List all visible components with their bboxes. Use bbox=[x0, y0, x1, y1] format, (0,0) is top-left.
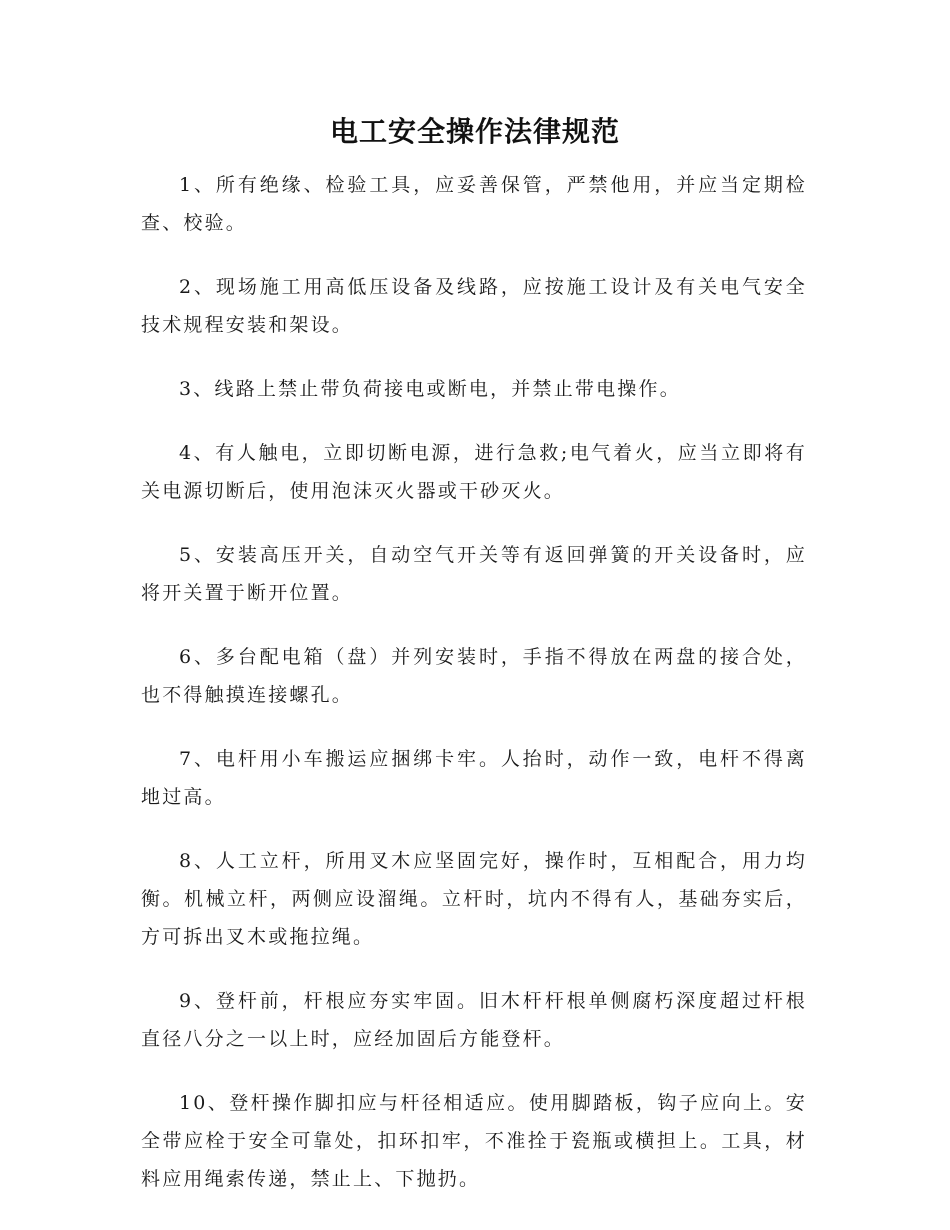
paragraph-9: 9、登杆前，杆根应夯实牢固。旧木杆杆根单侧腐朽深度超过杆根直径八分之一以上时，应经加固后方能登杆。 bbox=[141, 990, 807, 1050]
paragraph-4: 4、有人触电，立即切断电源，进行急救;电气着火，应当立即将有关电源切断后，使用泡沫灭火器或干砂灭火。 bbox=[141, 442, 807, 502]
document-title: 电工安全操作法律规范 bbox=[329, 115, 620, 148]
paragraph-1: 1、所有绝缘、检验工具，应妥善保管，严禁他用，并应当定期检查、校验。 bbox=[141, 174, 807, 234]
paragraph-7: 7、电杆用小车搬运应捆绑卡牢。人抬时，动作一致，电杆不得离地过高。 bbox=[141, 748, 807, 808]
paragraph-2: 2、现场施工用高低压设备及线路，应按施工设计及有关电气安全技术规程安装和架设。 bbox=[141, 276, 807, 336]
document-body bbox=[141, 166, 807, 1224]
paragraph-3: 3、线路上禁止带负荷接电或断电，并禁止带电操作。 bbox=[179, 378, 681, 400]
paragraph-8: 8、人工立杆，所用叉木应坚固完好，操作时，互相配合，用力均衡。机械立杆，两侧应设溜绳。立杆时，坑内不得有人，基础夯实后，方可拆出叉木或拖拉绳。 bbox=[141, 850, 807, 948]
paragraph-5: 5、安装高压开关，自动空气开关等有返回弹簧的开关设备时，应将开关置于断开位置。 bbox=[141, 544, 807, 604]
paragraph-10: 10、登杆操作脚扣应与杆径相适应。使用脚踏板，钩子应向上。安全带应栓于安全可靠处，扣环扣牢，不准拴于瓷瓶或横担上。工具，材料应用绳索传递，禁止上、下抛扔。 bbox=[141, 1092, 807, 1190]
paragraph-6: 6、多台配电箱（盘）并列安装时，手指不得放在两盘的接合处，也不得触摸连接螺孔。 bbox=[141, 646, 807, 706]
